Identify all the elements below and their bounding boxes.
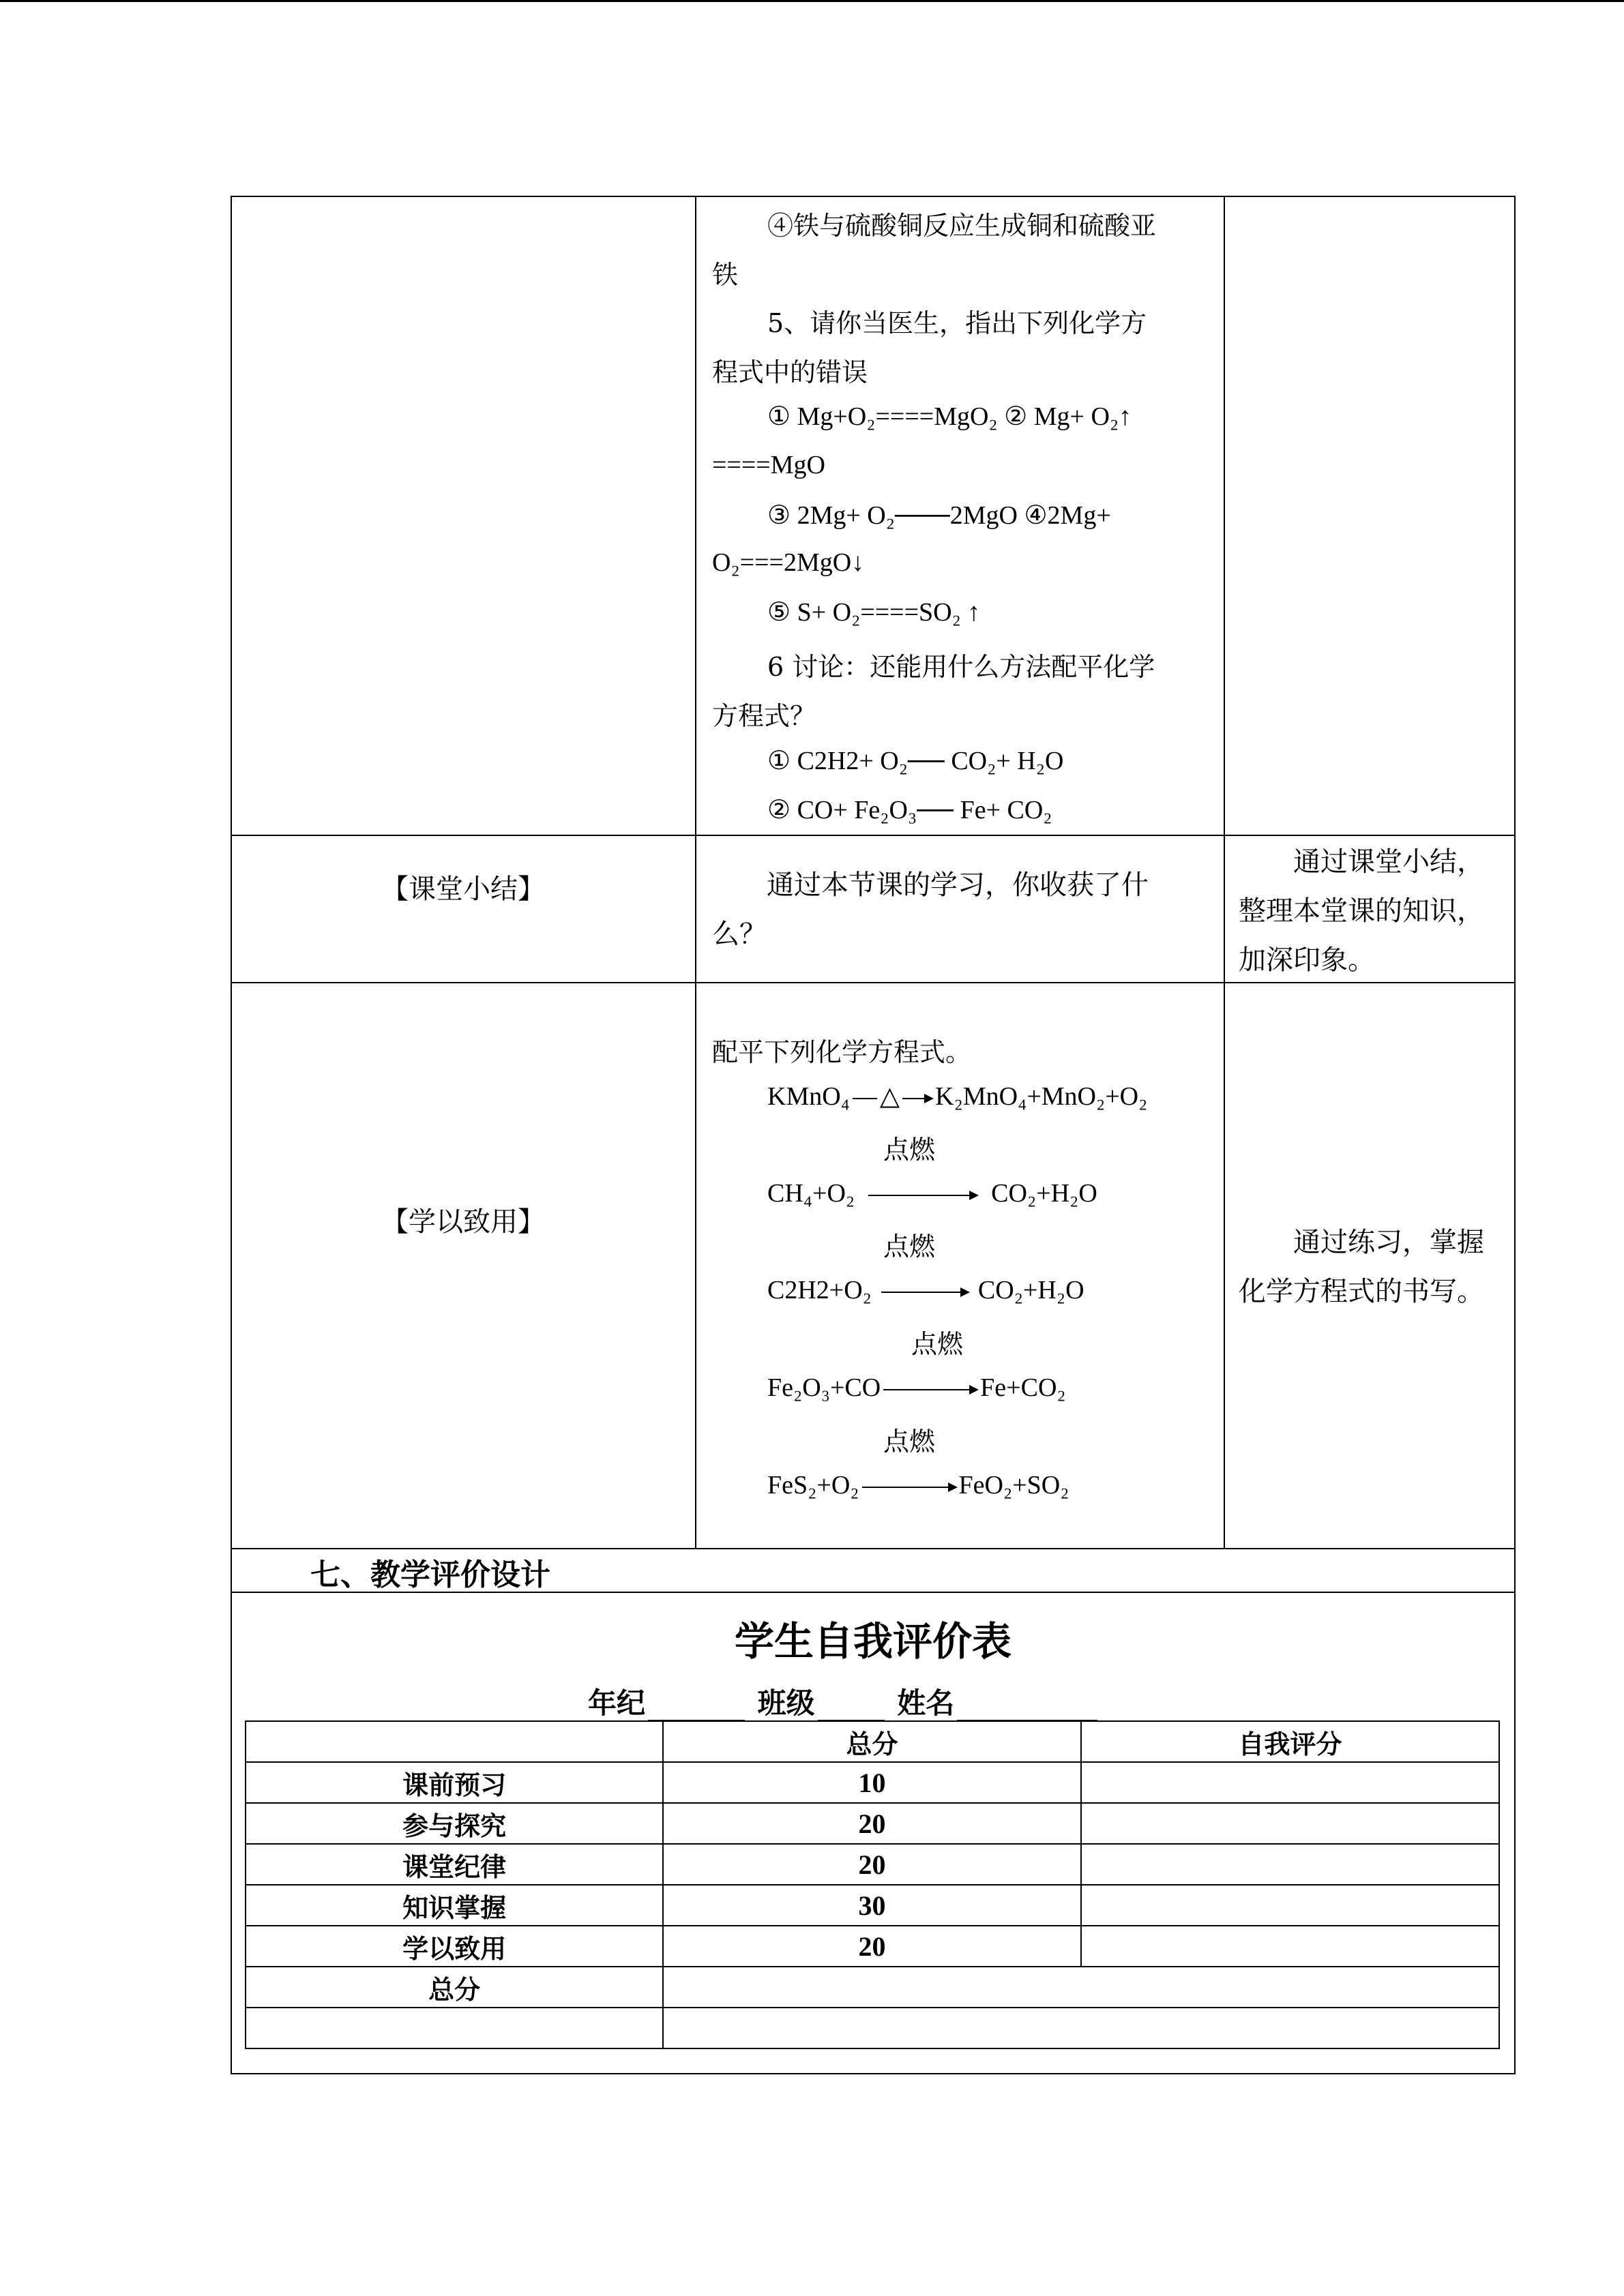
page-top-border: [0, 0, 1624, 2]
upper-line-11: 方程式？: [712, 701, 816, 731]
upper-line-10: 6 讨论：还能用什么方法配平化学: [767, 652, 1155, 682]
upper-line-2: 铁: [712, 260, 739, 290]
apply-intent: 通过练习，掌握化学方程式的书写。: [1239, 1227, 1484, 1307]
equation-4-right: Fe+CO₂: [980, 1373, 1066, 1402]
row-score: 20: [663, 1926, 1080, 1967]
total-label: 总分: [246, 1967, 663, 2008]
equation-3: [767, 1275, 1084, 1305]
equation-5-left: FeS₂+O₂: [767, 1471, 859, 1500]
column-divider-2: [1224, 196, 1225, 1549]
row-score: 20: [663, 1803, 1080, 1844]
upper-line-8: O₂===2MgO↓: [712, 548, 865, 577]
table-header-row: [246, 1721, 1499, 1762]
upper-line-9: ⑤ S+ O₂====SO₂ ↑: [767, 598, 981, 627]
equation-5: [767, 1470, 1069, 1500]
equation-2-left: CH₄+O₂: [767, 1179, 855, 1208]
reaction-arrow: [868, 1195, 977, 1196]
reaction-arrow: [902, 1098, 932, 1099]
upper-line-13: ② CO+ Fe₂O₃── Fe+ CO₂: [767, 796, 1052, 824]
row-score: 30: [663, 1885, 1080, 1926]
arrow-line: [853, 1098, 877, 1099]
summary-intent: 通过课堂小结，整理本堂课的知识，加深印象。: [1239, 846, 1484, 976]
evaluation-table-title: 学生自我评价表: [734, 1618, 1012, 1665]
table-row: [246, 1762, 1499, 1803]
name-label: 姓名: [897, 1686, 955, 1720]
row-score: 20: [663, 1844, 1080, 1885]
table-row: [246, 1803, 1499, 1844]
row-divider-3: [231, 1548, 1516, 1549]
self-evaluation-table: [245, 1720, 1500, 2049]
grade-blank[interactable]: [648, 1693, 745, 1722]
self-score-cell[interactable]: [1081, 1885, 1499, 1926]
total-row: [246, 1967, 1499, 2008]
table-row: [246, 1926, 1499, 1967]
blank-cell[interactable]: [246, 2008, 663, 2048]
grade-label: 年纪: [588, 1686, 646, 1720]
equation-5-right: FeO₂+SO₂: [958, 1471, 1069, 1500]
equation-1-right: K₂MnO₄+MnO₂+O₂: [935, 1082, 1148, 1111]
row-item: 课前预习: [246, 1762, 663, 1803]
ignite-label-4: 点燃: [883, 1427, 936, 1457]
equation-3-right: CO₂+H₂O: [977, 1276, 1084, 1304]
apply-intro: 配平下列化学方程式。: [712, 1037, 972, 1067]
reaction-arrow: [881, 1292, 969, 1293]
blank-cell[interactable]: [663, 2008, 1499, 2048]
heat-condition: △: [879, 1082, 900, 1111]
table-row: [246, 1844, 1499, 1885]
self-score-cell[interactable]: [1081, 1926, 1499, 1967]
class-blank[interactable]: [818, 1693, 885, 1722]
row-item: 参与探究: [246, 1803, 663, 1844]
row-item: 课堂纪律: [246, 1844, 663, 1885]
upper-line-12: ① C2H2+ O₂── CO₂+ H₂O: [767, 747, 1064, 775]
equation-4-left: Fe₂O₃+CO: [767, 1373, 881, 1402]
ignite-label-3: 点燃: [911, 1329, 964, 1359]
equation-3-left: C2H2+O₂: [767, 1276, 872, 1304]
upper-line-6: ====MgO: [712, 451, 825, 479]
summary-label: 【课堂小结】: [381, 874, 545, 905]
blank-row: [246, 2008, 1499, 2048]
upper-line-7: ③ 2Mg+ O₂───2MgO ④2Mg+: [767, 501, 1111, 530]
upper-line-5: ① Mg+O₂====MgO₂ ② Mg+ O₂↑: [767, 402, 1132, 431]
equation-2-right: CO₂+H₂O: [991, 1179, 1097, 1208]
table-row: [246, 1885, 1499, 1926]
ignite-label-1: 点燃: [883, 1135, 936, 1165]
apply-label: 【学以致用】: [381, 1206, 545, 1238]
equation-2: [767, 1178, 1097, 1208]
summary-activity: 通过本节课的学习，你收获了什么？: [712, 869, 1149, 950]
equation-1-left: KMnO₄: [767, 1082, 850, 1111]
self-score-cell[interactable]: [1081, 1844, 1499, 1885]
reaction-arrow: [862, 1487, 956, 1488]
header-total: 总分: [663, 1721, 1080, 1762]
section-title: 七、教学评价设计: [310, 1557, 550, 1592]
upper-line-1: ④铁与硫酸铜反应生成铜和硫酸亚: [767, 211, 1157, 241]
self-score-cell[interactable]: [1081, 1762, 1499, 1803]
header-self-score: 自我评分: [1081, 1721, 1499, 1762]
self-score-cell[interactable]: [1081, 1803, 1499, 1844]
upper-line-4: 程式中的错误: [712, 357, 868, 387]
equation-1: [767, 1081, 1147, 1112]
reaction-arrow: [883, 1389, 977, 1390]
equation-4: [767, 1373, 1066, 1403]
row-item: 学以致用: [246, 1926, 663, 1967]
header-item: [246, 1721, 663, 1762]
upper-line-3: 5、请你当医生，指出下列化学方: [767, 308, 1147, 338]
ignite-label-2: 点燃: [883, 1232, 936, 1262]
row-score: 10: [663, 1762, 1080, 1803]
total-value-cell[interactable]: [663, 1967, 1499, 2008]
row-item: 知识掌握: [246, 1885, 663, 1926]
student-info-line: [588, 1681, 1100, 1722]
row-divider-1: [231, 835, 1516, 836]
class-label: 班级: [757, 1686, 815, 1720]
name-blank[interactable]: [957, 1693, 1097, 1722]
